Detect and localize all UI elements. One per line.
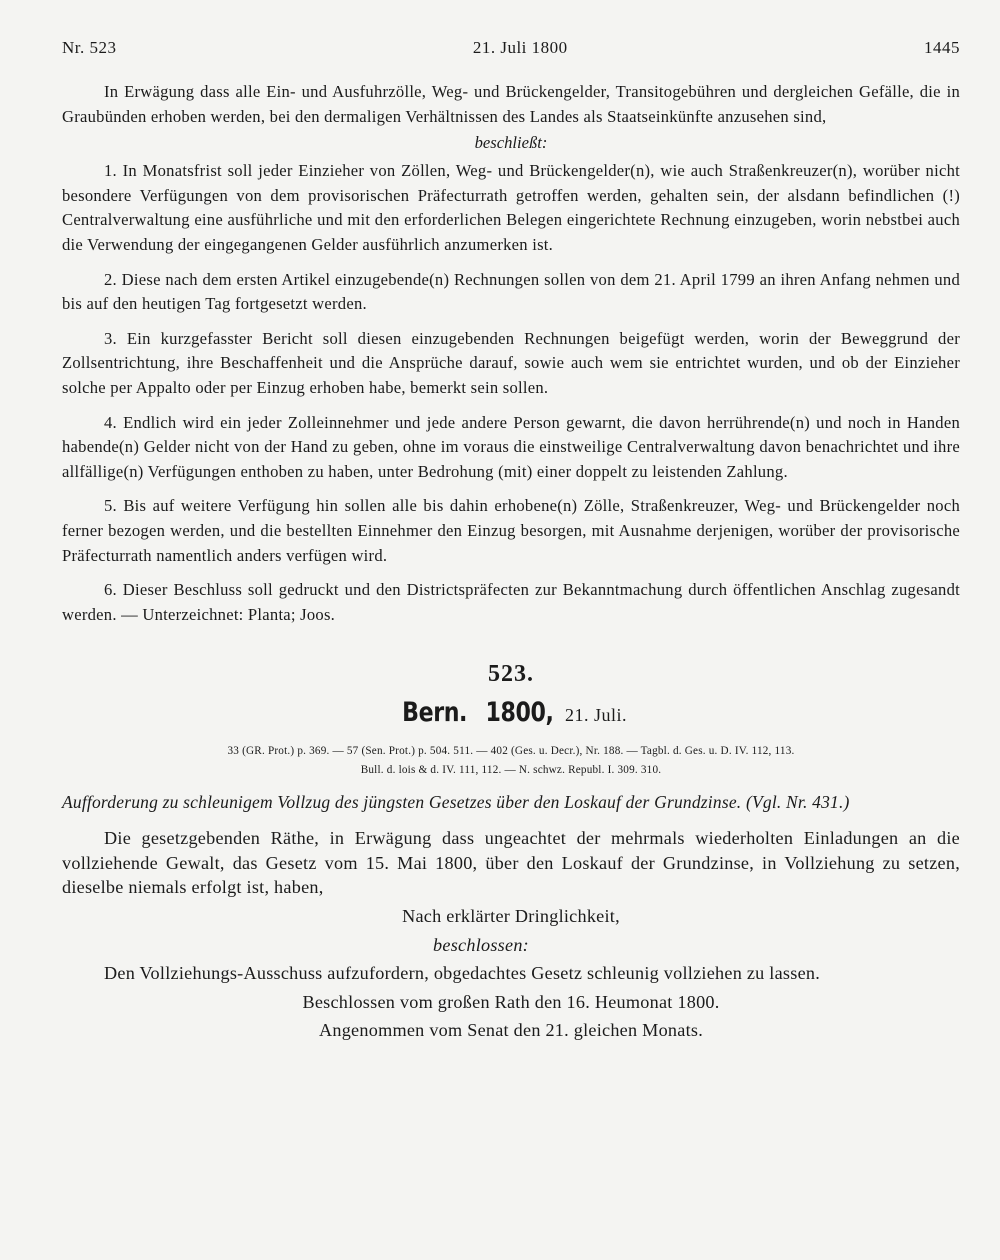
header-document-number: Nr. 523 xyxy=(62,38,117,57)
article-3: 3. Ein kurzgefasster Bericht soll diesen einzugebenden Rechnungen beigefügt werden, worin der Beweggrund der Zollsentrichtung, ihre Beschaffenheit und die Ansprüche darauf, sowie auch wem sie entrichtet wurden, und ob der Einzieher solche per Appalto oder per Einzug erhoben habe, bemerkt sein sollen. xyxy=(62,328,960,397)
header-page-number: 1445 xyxy=(924,38,960,57)
document-place: Bern. xyxy=(402,697,467,729)
resolves-heading: beschließt: xyxy=(474,133,548,153)
source-references xyxy=(62,742,960,780)
document-place-date xyxy=(62,696,960,734)
document-number: 523. xyxy=(488,661,534,688)
closing-line-2: Angenommen vom Senat den 21. gleichen Monats. xyxy=(318,1020,704,1041)
intro-paragraph: In Erwägung dass alle Ein- und Ausfuhrzölle, Weg- und Brückengelder, Transitogebühren und dergleichen Gefälle, die in Graubünden erhoben werden, bei den dermaligen Verhältnissen des Landes als Staatseinkünfte anzusehen sind, xyxy=(62,82,960,126)
article-6: 6. Dieser Beschluss soll gedruckt und den Districtspräfecten zur Bekanntmachung durch öffentlichen Anschlag zugesandt werden. — Unterzeichnet: Planta; Joos. xyxy=(62,580,960,624)
article-2: 2. Diese nach dem ersten Artikel einzugebende(n) Rechnungen sollen von dem 21. April 1799 an ihren Anfang nehmen und bis auf den heutigen Tag fortgesetzt werden. xyxy=(62,269,960,314)
document-day: 21. Juli. xyxy=(565,705,628,726)
preamble-paragraph: Die gesetzgebenden Räthe, in Erwägung dass ungeachtet der mehrmals wiederholten Einladungen an die vollziehende Gewalt, das Gesetz vom 15. Mai 1800, über den Loskauf der Grundzinse, in Vollziehung zu setzen, dieselbe niemals erfolgt ist, haben, xyxy=(62,828,960,898)
article-4: 4. Endlich wird ein jeder Zolleinnehmer und jede andere Person gewarnt, die davon herrührende(n) und noch in Handen habende(n) Gelder nicht von der Hand zu geben, ohne im voraus die einstweilige Centralverwaltung davon benachrichtet und ihre allfällige(n) Verfügungen enthoben zu haben, unter Bedrohung (mit) einer doppelt zu leistenden Zahlung. xyxy=(62,412,960,481)
sources-line-1: 33 (GR. Prot.) p. 369. — 57 (Sen. Prot.) p. 504. 511. — 402 (Ges. u. Decr.), Nr. 188. — Tagbl. d. Ges. u. D. IV. 112, 113. xyxy=(227,745,795,758)
sources-line-2: Bull. d. lois & d. IV. 111, 112. — N. schwz. Republ. I. 309. 310. xyxy=(360,764,662,777)
resolution-text: Den Vollziehungs-Ausschuss aufzufordern, obgedachtes Gesetz schleunig vollziehen zu lassen. xyxy=(104,963,821,984)
article-1: 1. In Monatsfrist soll jeder Einzieher von Zöllen, Weg- und Brückengelder(n), wie auch Straßenkreuzer(n), worüber nicht besondere Verfügungen von dem provisorischen Präfecturrath getroffen werden, gehalten sein, der alsdann befindlichen (!) Centralverwaltung eine ausführliche und mit den erforderlichen Belegen eingerichtete Rechnung einzugeben, worin nebstbei auch die Verwendung der eingegangenen Gelder ausführlich anzumerken ist. xyxy=(62,161,960,254)
document-year: 1800, xyxy=(485,697,554,729)
closing-line-1: Beschlossen vom großen Rath den 16. Heumonat 1800. xyxy=(302,991,720,1012)
header-date: 21. Juli 1800 xyxy=(472,38,568,57)
resolved-heading: beschlossen: xyxy=(433,934,529,955)
running-header xyxy=(62,38,960,68)
document-page xyxy=(62,38,960,1043)
document-subject: Aufforderung zu schleunigem Vollzug des jüngsten Gesetzes über den Loskauf der Grundzinse. (Vgl. Nr. 431.) xyxy=(62,792,850,813)
urgency-line: Nach erklärter Dringlichkeit, xyxy=(402,906,620,927)
article-5: 5. Bis auf weitere Verfügung hin sollen alle bis dahin erhobene(n) Zölle, Straßenkreuzer, Weg- und Brückengelder noch ferner bezogen werden, und die bestellten Einnehmer den Einzug besorgen, mit Ausnahme derjenigen, worüber der provisorische Präfecturrath namentlich anders verfügen wird. xyxy=(62,496,960,565)
